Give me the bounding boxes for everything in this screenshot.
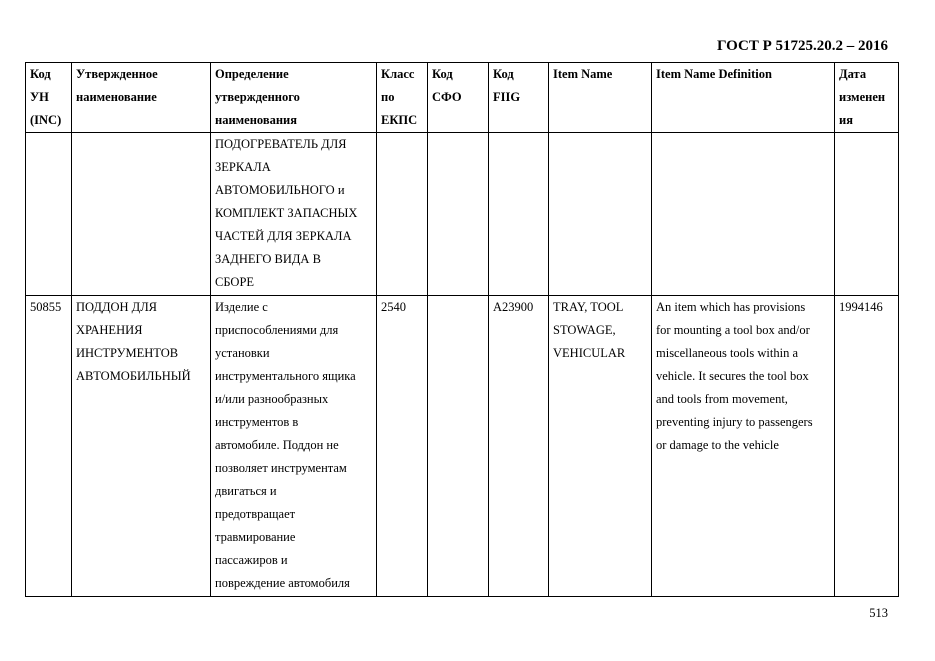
cell-line: ЧАСТЕЙ ДЛЯ ЗЕРКАЛА xyxy=(215,229,352,243)
header-line: по xyxy=(381,90,395,104)
cell-line: ЗАДНЕГО ВИДА В xyxy=(215,252,321,266)
approved-name-cell xyxy=(72,296,211,597)
cell-line: предотвращает xyxy=(215,507,296,521)
cell-line: 50855 xyxy=(30,300,62,314)
header-fiig xyxy=(489,63,549,133)
header-line: изменен xyxy=(839,90,886,104)
cell-line: An item which has provisions xyxy=(656,300,806,314)
header-class xyxy=(377,63,428,133)
standard-designation: ГОСТ Р 51725.20.2 – 2016 xyxy=(716,38,888,54)
cell-line: и/или разнообразных xyxy=(215,392,329,406)
fiig-cell xyxy=(489,296,549,597)
cell-line: ЗЕРКАЛА xyxy=(215,160,271,174)
header-sfo xyxy=(428,63,489,133)
cell-line: ИНСТРУМЕНТОВ xyxy=(76,346,179,360)
header-line: наименование xyxy=(76,90,157,104)
header-line: Item Name Definition xyxy=(656,67,772,81)
header-line: ия xyxy=(839,113,853,127)
cell-line: приспособлениями для xyxy=(215,323,339,337)
inc-cell xyxy=(26,296,72,597)
cell-line: ПОДОГРЕВАТЕЛЬ ДЛЯ xyxy=(215,137,347,151)
item-name-cell xyxy=(549,133,652,296)
header-item-name-definition xyxy=(652,63,835,133)
header-definition xyxy=(211,63,377,133)
cell-line: позволяет инструментам xyxy=(215,461,347,475)
cell-line: инструментов в xyxy=(215,415,299,429)
cell-line: ПОДДОН ДЛЯ xyxy=(76,300,158,314)
cell-line: Изделие с xyxy=(215,300,268,314)
cell-line: 2540 xyxy=(381,300,406,314)
cell-line: preventing injury to passengers xyxy=(656,415,813,429)
cell-line: 1994146 xyxy=(839,300,883,314)
cell-line: or damage to the vehicle xyxy=(656,438,779,452)
header-inc xyxy=(26,63,72,133)
cell-line: СБОРЕ xyxy=(215,275,255,289)
cell-line: двигаться и xyxy=(215,484,277,498)
class-cell xyxy=(377,296,428,597)
table-row xyxy=(26,133,899,296)
header-change-date xyxy=(835,63,899,133)
header-item-name xyxy=(549,63,652,133)
cell-line: TRAY, TOOL xyxy=(553,300,624,314)
table-row xyxy=(26,296,899,597)
cell-line: and tools from movement, xyxy=(656,392,788,406)
cell-line: for mounting a tool box and/or xyxy=(656,323,810,337)
header-approved-name xyxy=(72,63,211,133)
header-line: Дата xyxy=(839,67,867,81)
cell-line: miscellaneous tools within a xyxy=(656,346,798,360)
header-line: утвержденного xyxy=(215,90,300,104)
header-line: СФО xyxy=(432,90,462,104)
cell-line: АВТОМОБИЛЬНЫЙ xyxy=(76,369,191,383)
inc-cell xyxy=(26,133,72,296)
header-line: ЕКПС xyxy=(381,113,418,127)
change-date-cell xyxy=(835,133,899,296)
catalog-table xyxy=(25,62,899,597)
cell-line: ХРАНЕНИЯ xyxy=(76,323,143,337)
item-name-definition-cell xyxy=(652,133,835,296)
header-line: наименования xyxy=(215,113,298,127)
header-line: Утвержденное xyxy=(76,67,158,81)
cell-line: STOWAGE, xyxy=(553,323,616,337)
approved-name-cell xyxy=(72,133,211,296)
item-name-cell xyxy=(549,296,652,597)
page-number: 513 xyxy=(869,606,888,620)
class-cell xyxy=(377,133,428,296)
cell-line: A23900 xyxy=(493,300,534,314)
header-row xyxy=(26,63,899,133)
sfo-cell xyxy=(428,133,489,296)
cell-line: автомобиле. Поддон не xyxy=(215,438,339,452)
cell-line: травмирование xyxy=(215,530,296,544)
cell-line: пассажиров и xyxy=(215,553,288,567)
cell-line: инструментального ящика xyxy=(215,369,356,383)
definition-cell xyxy=(211,133,377,296)
fiig-cell xyxy=(489,133,549,296)
definition-cell xyxy=(211,296,377,597)
header-line: Определение xyxy=(215,67,289,81)
item-name-definition-cell xyxy=(652,296,835,597)
cell-line: vehicle. It secures the tool box xyxy=(656,369,809,383)
sfo-cell xyxy=(428,296,489,597)
cell-line: VEHICULAR xyxy=(553,346,626,360)
header-line: Код xyxy=(493,67,514,81)
header-line: Класс xyxy=(381,67,415,81)
header-line: Код xyxy=(432,67,453,81)
change-date-cell xyxy=(835,296,899,597)
cell-line: установки xyxy=(215,346,270,360)
header-line: FIIG xyxy=(493,90,521,104)
cell-line: повреждение автомобиля xyxy=(215,576,350,590)
header-line: (INC) xyxy=(30,113,62,127)
header-line: УН xyxy=(30,90,49,104)
cell-line: АВТОМОБИЛЬНОГО и xyxy=(215,183,345,197)
header-line: Item Name xyxy=(553,67,613,81)
cell-line: КОМПЛЕКТ ЗАПАСНЫХ xyxy=(215,206,358,220)
header-line: Код xyxy=(30,67,51,81)
